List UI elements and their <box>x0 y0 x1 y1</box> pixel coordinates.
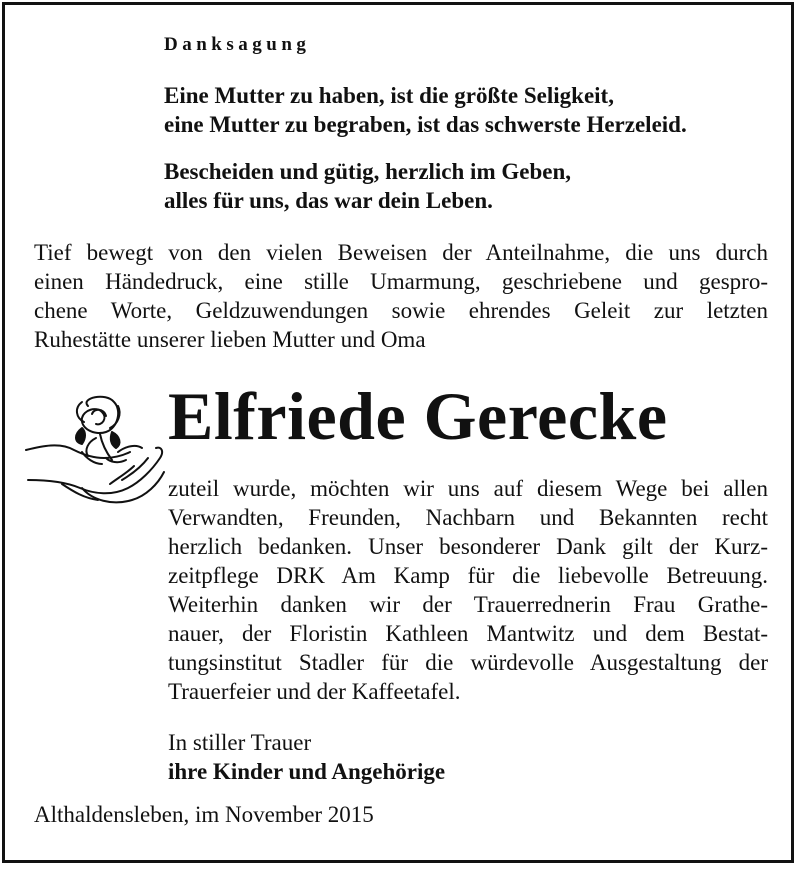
place-and-date: Althaldensleben, im November 2015 <box>34 802 374 827</box>
thanks-line-8: Trauerfeier und der Kaffeetafel. <box>168 679 461 704</box>
intro-line-1: Tief bewegt von den vielen Beweisen der Anteilnahme, die uns durch <box>34 240 768 265</box>
mourning-phrase: In stiller Trauer <box>168 730 312 755</box>
deceased-name: Elfriede Gerecke <box>168 378 668 454</box>
verse-two-line-1: Bescheiden und gütig, herzlich im Geben, <box>164 159 571 184</box>
thanks-line-1: zuteil wurde, möchten wir uns auf diesem Wege bei allen <box>168 476 768 501</box>
thanks-paragraph <box>168 474 768 706</box>
thanks-line-4: zeitpflege DRK Am Kamp für die liebevolle Betreuung. <box>168 563 768 588</box>
verse-two-line-2: alles für uns, das war dein Leben. <box>164 188 493 213</box>
signatories: ihre Kinder und Angehörige <box>168 759 446 784</box>
hands-holding-rose-icon <box>22 388 170 514</box>
verse-one-line-2: eine Mutter zu begraben, ist das schwerste Herzeleid. <box>164 112 687 137</box>
notice-heading: Danksagung <box>164 34 311 55</box>
thanks-line-5: Weiterhin danken wir der Trauerrednerin Frau Grathe- <box>168 592 768 617</box>
thanks-line-7: tungsinstitut Stadler für die würdevolle Ausgestaltung der <box>168 650 768 675</box>
thanks-line-6: nauer, der Floristin Kathleen Mantwitz und dem Bestat- <box>168 621 768 646</box>
thanks-line-2: Verwandten, Freunden, Nachbarn und Bekannten recht <box>168 505 768 530</box>
intro-paragraph <box>34 238 768 354</box>
verse-two <box>164 157 571 215</box>
intro-line-3: chene Worte, Geldzuwendungen sowie ehrendes Geleit zur letzten <box>34 298 768 323</box>
thanks-line-3: herzlich bedanken. Unser besonderer Dank gilt der Kurz- <box>168 534 768 559</box>
verse-one <box>164 81 687 139</box>
verse-one-line-1: Eine Mutter zu haben, ist die größte Seligkeit, <box>164 83 614 108</box>
intro-line-4: Ruhestätte unserer lieben Mutter und Oma <box>34 327 426 352</box>
intro-line-2: einen Händedruck, eine stille Umarmung, geschriebene und gespro- <box>34 269 768 294</box>
